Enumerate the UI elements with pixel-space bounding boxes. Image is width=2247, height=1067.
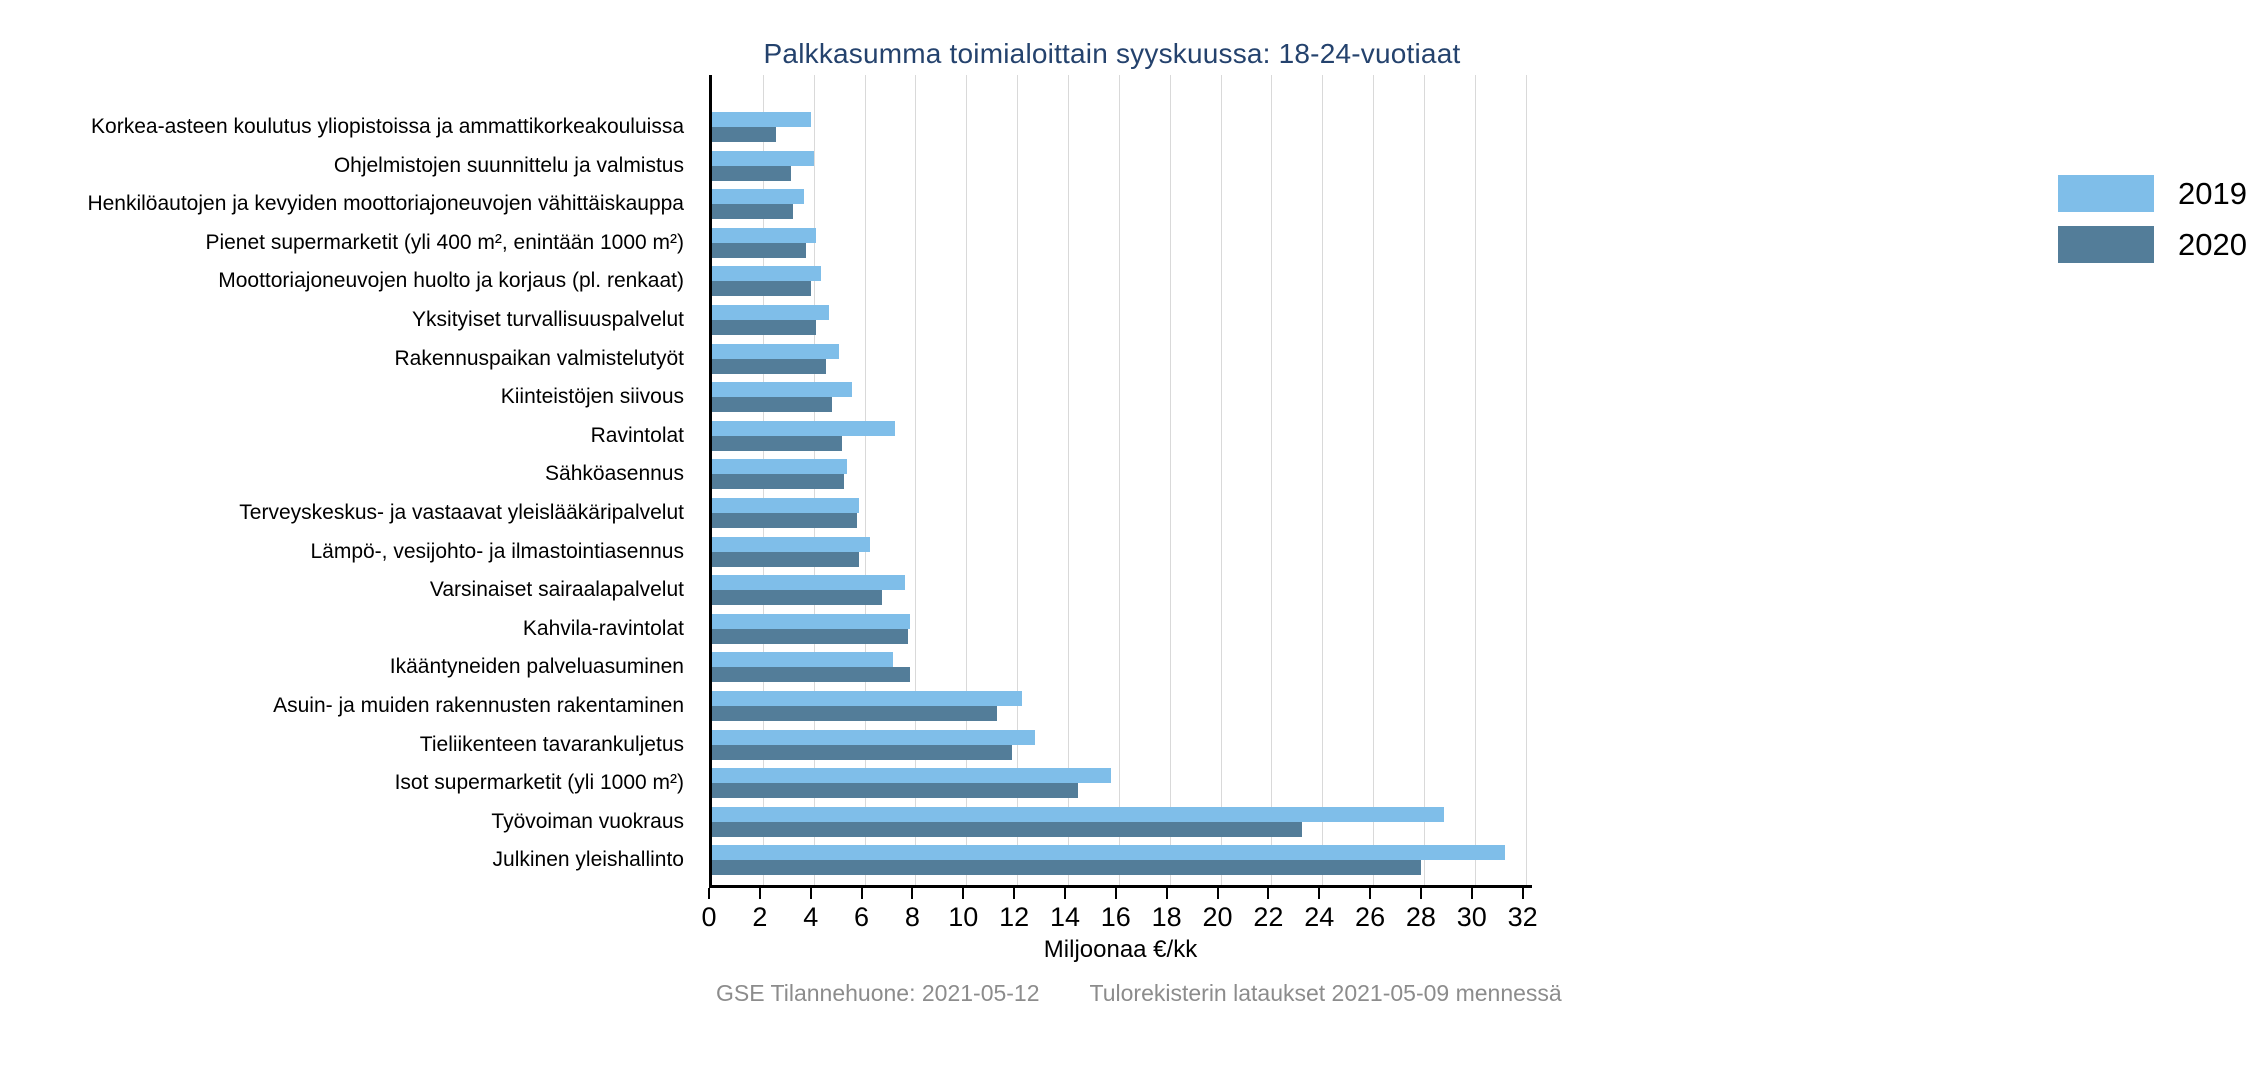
bar-2019-row-6 — [712, 344, 839, 359]
footer-source-right: Tulorekisterin lataukset 2021-05-09 mennessä — [1089, 980, 1562, 1006]
x-tick-label-20: 20 — [1202, 902, 1233, 932]
footer-source-left: GSE Tilannehuone: 2021-05-12 — [716, 980, 1040, 1006]
x-tick-mark-14 — [1064, 888, 1066, 899]
legend-label-2019: 2019 — [2178, 175, 2247, 211]
gridline-x-8 — [915, 75, 916, 885]
x-tick-label-14: 14 — [1049, 902, 1080, 932]
x-tick-mark-8 — [911, 888, 913, 899]
x-tick-label-0: 0 — [701, 902, 717, 932]
gridline-x-30 — [1475, 75, 1476, 885]
bar-2019-row-17 — [712, 768, 1111, 783]
x-tick-mark-6 — [861, 888, 863, 899]
gridline-x-10 — [966, 75, 967, 885]
category-label: Isot supermarketit (yli 1000 m²) — [394, 771, 684, 795]
bar-2020-row-9 — [712, 474, 844, 489]
bar-2020-row-5 — [712, 320, 816, 335]
gridline-x-24 — [1322, 75, 1323, 885]
bar-2020-row-6 — [712, 359, 826, 374]
x-tick-mark-16 — [1115, 888, 1117, 899]
x-tick-label-12: 12 — [999, 902, 1030, 932]
bar-2020-row-7 — [712, 397, 832, 412]
gridline-x-28 — [1424, 75, 1425, 885]
x-tick-mark-12 — [1013, 888, 1015, 899]
x-tick-label-16: 16 — [1100, 902, 1131, 932]
bar-2020-row-11 — [712, 552, 859, 567]
category-label: Pienet supermarketit (yli 400 m², enintään 1000 m²) — [205, 230, 684, 254]
bar-2019-row-4 — [712, 266, 821, 281]
bar-2019-row-9 — [712, 459, 847, 474]
chart-title: Palkkasumma toimialoittain syyskuussa: 18-24-vuotiaat — [763, 38, 1461, 69]
x-tick-label-2: 2 — [752, 902, 768, 932]
gridline-x-20 — [1221, 75, 1222, 885]
category-label: Ohjelmistojen suunnittelu ja valmistus — [333, 153, 684, 177]
category-label: Lämpö-, vesijohto- ja ilmastointiasennus — [310, 539, 684, 563]
gridline-x-6 — [865, 75, 866, 885]
bar-2019-row-19 — [712, 845, 1505, 860]
x-tick-mark-24 — [1318, 888, 1320, 899]
x-tick-mark-4 — [810, 888, 812, 899]
category-label: Henkilöautojen ja kevyiden moottoriajoneuvojen vähittäiskauppa — [87, 192, 684, 216]
bar-2019-row-0 — [712, 112, 811, 127]
x-tick-mark-20 — [1217, 888, 1219, 899]
x-tick-label-18: 18 — [1151, 902, 1182, 932]
x-tick-label-26: 26 — [1355, 902, 1386, 932]
bar-2020-row-14 — [712, 667, 910, 682]
bar-2019-row-8 — [712, 421, 895, 436]
bar-2020-row-18 — [712, 822, 1302, 837]
x-tick-mark-18 — [1166, 888, 1168, 899]
category-label: Rakennuspaikan valmistelutyöt — [394, 346, 684, 370]
bar-2019-row-2 — [712, 189, 804, 204]
x-tick-label-6: 6 — [854, 902, 870, 932]
bar-2020-row-19 — [712, 860, 1421, 875]
bar-2019-row-10 — [712, 498, 859, 513]
bar-2019-row-13 — [712, 614, 910, 629]
x-tick-label-32: 32 — [1507, 902, 1538, 932]
y-axis-category-labels — [0, 75, 696, 888]
x-tick-mark-0 — [708, 888, 710, 899]
legend-swatch-2019 — [2058, 175, 2154, 212]
category-label: Julkinen yleishallinto — [492, 848, 684, 872]
gridline-x-26 — [1373, 75, 1374, 885]
x-tick-label-4: 4 — [803, 902, 819, 932]
category-label: Ravintolat — [590, 423, 684, 447]
bar-2020-row-8 — [712, 436, 842, 451]
plot-area — [709, 75, 2247, 888]
x-tick-label-28: 28 — [1405, 902, 1436, 932]
bar-2019-row-18 — [712, 807, 1444, 822]
category-label: Varsinaiset sairaalapalvelut — [429, 578, 684, 602]
bar-2019-row-7 — [712, 382, 852, 397]
bar-2020-row-10 — [712, 513, 857, 528]
x-tick-label-10: 10 — [948, 902, 979, 932]
bar-2020-row-4 — [712, 281, 811, 296]
bar-2019-row-1 — [712, 151, 814, 166]
category-label: Sähköasennus — [545, 462, 684, 486]
gridline-x-14 — [1068, 75, 1069, 885]
legend-label-2020: 2020 — [2178, 226, 2247, 262]
bar-2019-row-3 — [712, 228, 816, 243]
category-label: Terveyskeskus- ja vastaavat yleislääkäripalvelut — [239, 501, 684, 524]
bar-2019-row-5 — [712, 305, 829, 320]
bar-2020-row-0 — [712, 127, 776, 142]
category-label: Tieliikenteen tavarankuljetus — [419, 732, 684, 756]
gridline-x-12 — [1017, 75, 1018, 885]
category-label: Asuin- ja muiden rakennusten rakentaminen — [273, 694, 684, 717]
category-label: Moottoriajoneuvojen huolto ja korjaus (pl. renkaat) — [218, 269, 684, 293]
category-label: Ikääntyneiden palveluasuminen — [389, 655, 684, 679]
x-tick-mark-30 — [1471, 888, 1473, 899]
footer — [716, 980, 1562, 1007]
bar-2019-row-15 — [712, 691, 1022, 706]
bar-2019-row-12 — [712, 575, 905, 590]
bar-2020-row-13 — [712, 629, 908, 644]
bar-2020-row-17 — [712, 783, 1078, 798]
category-label: Korkea-asteen koulutus yliopistoissa ja ammattikorkeakouluissa — [91, 115, 684, 138]
gridline-x-32 — [1526, 75, 1527, 885]
bar-2020-row-2 — [712, 204, 793, 219]
gridline-x-22 — [1271, 75, 1272, 885]
category-label: Työvoiman vuokraus — [491, 809, 684, 833]
x-tick-label-30: 30 — [1456, 902, 1487, 932]
bar-2020-row-15 — [712, 706, 997, 721]
gridline-x-16 — [1119, 75, 1120, 885]
x-tick-mark-2 — [759, 888, 761, 899]
x-tick-mark-28 — [1420, 888, 1422, 899]
x-tick-mark-22 — [1267, 888, 1269, 899]
category-label: Yksityiset turvallisuuspalvelut — [412, 308, 684, 331]
x-tick-label-24: 24 — [1304, 902, 1335, 932]
bar-2020-row-16 — [712, 745, 1012, 760]
x-axis-label: Miljoonaa €/kk — [1043, 936, 1198, 963]
bar-2019-row-11 — [712, 537, 870, 552]
x-tick-mark-32 — [1522, 888, 1524, 899]
category-label: Kahvila-ravintolat — [522, 616, 684, 640]
bar-2019-row-14 — [712, 652, 893, 667]
category-label: Kiinteistöjen siivous — [500, 385, 684, 409]
x-axis — [701, 888, 1538, 933]
x-tick-mark-26 — [1369, 888, 1371, 899]
legend — [2058, 175, 2247, 277]
bar-2020-row-12 — [712, 590, 882, 605]
gridline-x-18 — [1170, 75, 1171, 885]
x-tick-mark-10 — [962, 888, 964, 899]
legend-entry-2019 — [2058, 175, 2247, 212]
legend-swatch-2020 — [2058, 226, 2154, 263]
bar-2020-row-3 — [712, 243, 806, 258]
x-tick-label-8: 8 — [904, 902, 920, 932]
bar-2019-row-16 — [712, 730, 1035, 745]
legend-entry-2020 — [2058, 226, 2247, 263]
bar-2020-row-1 — [712, 166, 791, 181]
x-tick-label-22: 22 — [1253, 902, 1284, 932]
